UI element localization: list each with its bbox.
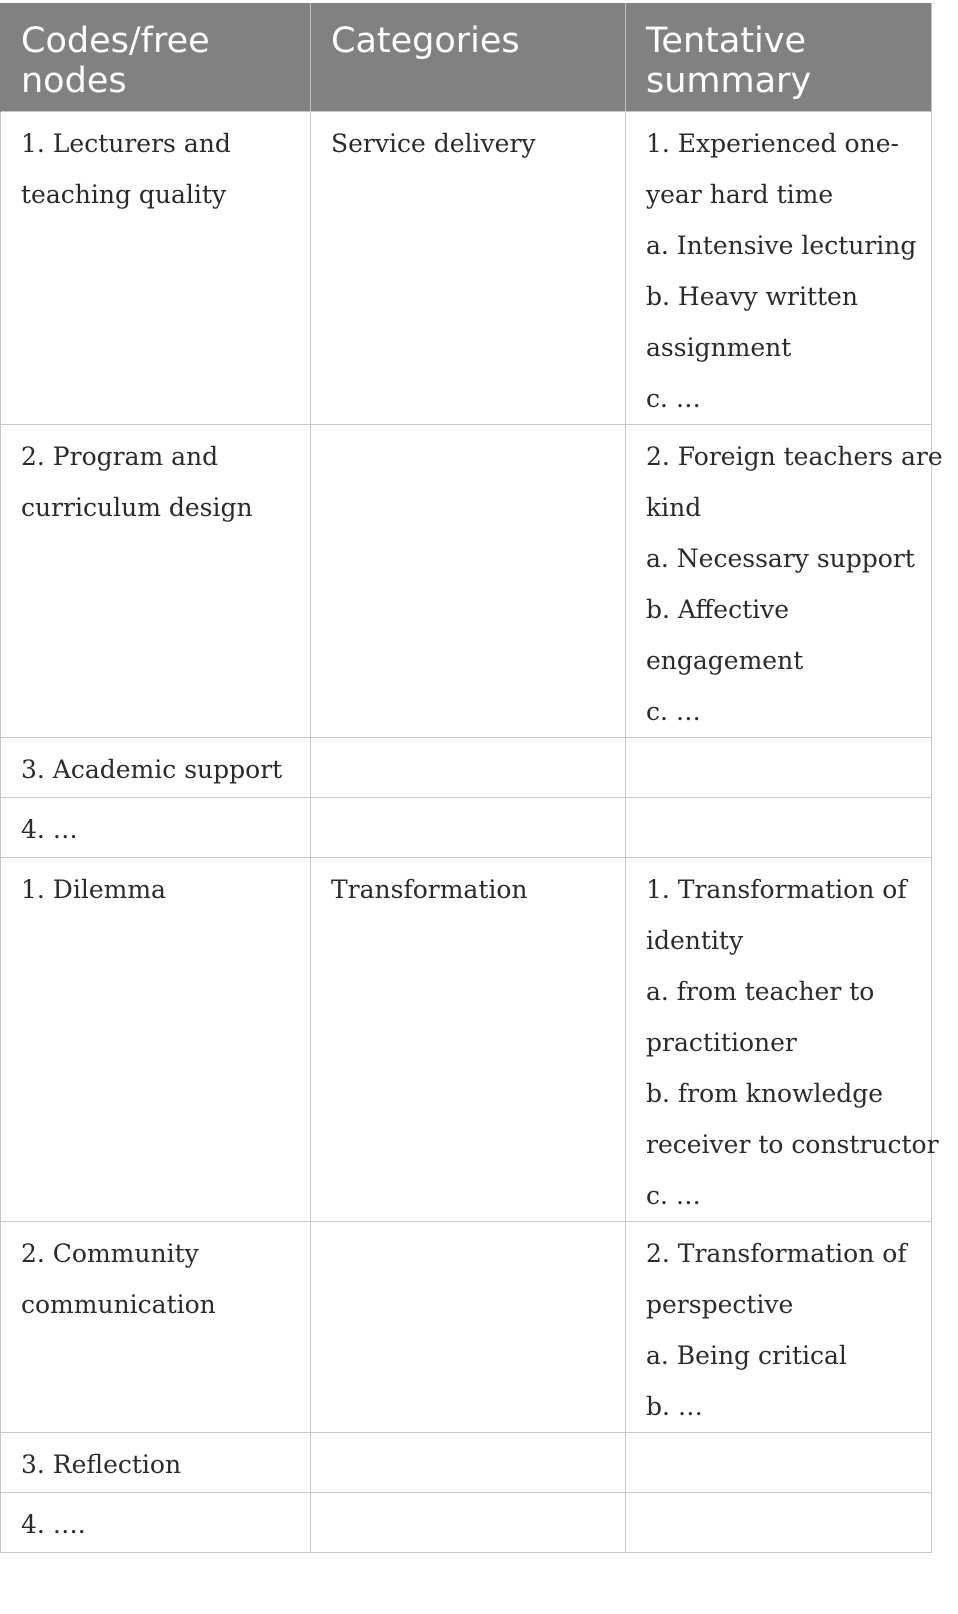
summary-line: perspective xyxy=(646,1290,794,1319)
summary-line: a. from teacher to xyxy=(646,977,875,1006)
header-row xyxy=(1,3,932,112)
summary-line: b. from knowledge xyxy=(646,1079,884,1108)
category-cell xyxy=(311,858,626,1222)
code-line: 3. Academic support xyxy=(21,755,283,784)
summary-line: b. Affective xyxy=(646,595,790,624)
summary-line: c. … xyxy=(646,1181,701,1210)
code-line: teaching quality xyxy=(21,180,227,209)
code-line: 3. Reflection xyxy=(21,1450,182,1479)
header-codes: Codes/free nodes xyxy=(1,3,311,112)
summary-line: a. Being critical xyxy=(646,1341,847,1370)
table-row xyxy=(1,112,932,425)
code-cell xyxy=(1,112,311,425)
code-cell xyxy=(1,1493,311,1553)
table-row xyxy=(1,858,932,1222)
category-cell xyxy=(311,798,626,858)
summary-line: c. … xyxy=(646,384,701,413)
code-cell xyxy=(1,858,311,1222)
code-line: 2. Community xyxy=(21,1239,199,1268)
summary-cell xyxy=(626,425,943,738)
table-row xyxy=(1,1433,932,1493)
summary-line: c. … xyxy=(646,697,701,726)
code-line: 4. …. xyxy=(21,1510,86,1539)
summary-cell xyxy=(626,112,932,425)
summary-line: assignment xyxy=(646,333,792,362)
table-row xyxy=(1,738,932,798)
code-line: 1. Dilemma xyxy=(21,875,166,904)
summary-line: engagement xyxy=(646,646,804,675)
summary-line: 2. Foreign teachers are xyxy=(646,442,943,471)
summary-cell xyxy=(626,858,939,1222)
code-line: communication xyxy=(21,1290,216,1319)
summary-cell xyxy=(626,798,932,858)
summary-line: 1. Transformation of xyxy=(646,875,907,904)
category-label: Transformation xyxy=(331,875,528,904)
summary-cell xyxy=(626,1222,932,1433)
code-cell xyxy=(1,1433,311,1493)
code-line: curriculum design xyxy=(21,493,253,522)
table-row xyxy=(1,1493,932,1553)
header-categories: Categories xyxy=(311,3,626,112)
summary-line: receiver to constructor xyxy=(646,1130,939,1159)
code-cell xyxy=(1,798,311,858)
summary-line: a. Necessary support xyxy=(646,544,915,573)
summary-line: year hard time xyxy=(646,180,834,209)
coding-table xyxy=(0,3,943,1553)
code-cell xyxy=(1,738,311,798)
category-cell xyxy=(311,1493,626,1553)
summary-line: b. … xyxy=(646,1392,703,1421)
summary-line: practitioner xyxy=(646,1028,797,1057)
summary-line: 1. Experienced one- xyxy=(646,129,899,158)
category-cell xyxy=(311,1222,626,1433)
table-row xyxy=(1,798,932,858)
category-cell xyxy=(311,1433,626,1493)
summary-line: identity xyxy=(646,926,744,955)
summary-line: b. Heavy written xyxy=(646,282,858,311)
table-body xyxy=(1,112,943,1553)
header-summary: Tentative summary xyxy=(626,3,932,112)
summary-cell xyxy=(626,1433,932,1493)
code-cell xyxy=(1,425,311,738)
summary-line: a. Intensive lecturing xyxy=(646,231,917,260)
category-cell xyxy=(311,425,626,738)
summary-cell xyxy=(626,1493,932,1553)
code-line: 1. Lecturers and xyxy=(21,129,231,158)
category-cell xyxy=(311,112,626,425)
table-row xyxy=(1,425,932,738)
category-cell xyxy=(311,738,626,798)
code-cell xyxy=(1,1222,311,1433)
summary-line: 2. Transformation of xyxy=(646,1239,907,1268)
summary-line: kind xyxy=(646,493,702,522)
code-line: 2. Program and xyxy=(21,442,219,471)
category-label: Service delivery xyxy=(331,129,536,158)
summary-cell xyxy=(626,738,932,798)
table-row xyxy=(1,1222,932,1433)
code-line: 4. … xyxy=(21,815,78,844)
